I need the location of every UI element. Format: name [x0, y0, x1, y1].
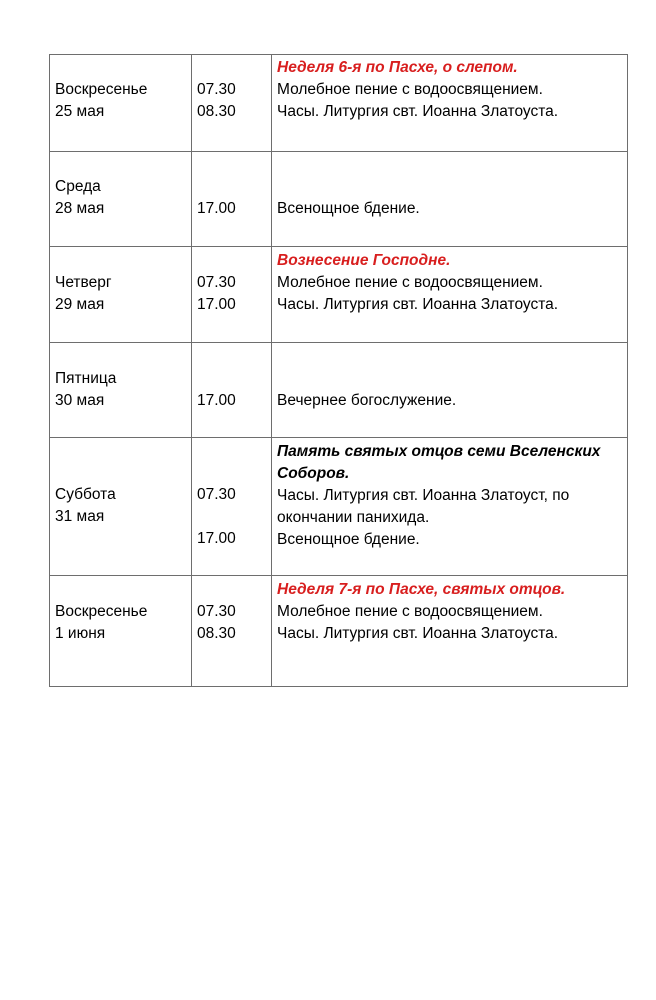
feast-title: Неделя 7-я по Пасхе, святых отцов.: [277, 581, 566, 598]
day-cell: [50, 152, 192, 247]
description-cell: [272, 438, 628, 576]
day-name: Воскресенье: [55, 81, 148, 98]
day-cell: [50, 343, 192, 438]
time-cell: [192, 343, 272, 438]
description-cell: [272, 55, 628, 152]
day-date: 1 июня: [55, 625, 106, 642]
service-time: 17.00: [197, 200, 236, 217]
service-description: Молебное пение с водоосвящением.: [277, 81, 543, 98]
schedule-row: [50, 247, 628, 343]
service-description: Часы. Литургия свт. Иоанна Златоуста.: [277, 296, 559, 313]
service-time: 07.30: [197, 274, 236, 291]
service-description: окончании панихида.: [277, 509, 430, 526]
day-name: Четверг: [55, 274, 112, 291]
service-description: Молебное пение с водоосвящением.: [277, 274, 543, 291]
description-cell: [272, 343, 628, 438]
day-cell: [50, 576, 192, 687]
service-time: 07.30: [197, 486, 236, 503]
day-date: 25 мая: [55, 103, 105, 120]
service-time: 07.30: [197, 81, 236, 98]
schedule-row: [50, 343, 628, 438]
schedule-row: [50, 576, 628, 687]
day-name: Воскресенье: [55, 603, 148, 620]
schedule-table: [49, 54, 628, 687]
service-description: Всенощное бдение.: [277, 200, 420, 217]
time-cell: [192, 152, 272, 247]
service-description: Часы. Литургия свт. Иоанна Златоуста.: [277, 625, 559, 642]
feast-title: Неделя 6-я по Пасхе, о слепом.: [277, 59, 518, 76]
schedule-row: [50, 55, 628, 152]
feast-title: Память святых отцов семи Вселенских: [277, 443, 601, 460]
feast-title: Соборов.: [277, 465, 350, 482]
schedule-row: [50, 152, 628, 247]
service-description: Часы. Литургия свт. Иоанна Златоуста.: [277, 103, 559, 120]
day-name: Пятница: [55, 370, 117, 387]
day-date: 31 мая: [55, 508, 105, 525]
time-cell: [192, 576, 272, 687]
service-time: 17.00: [197, 296, 236, 313]
day-cell: [50, 55, 192, 152]
day-name: Суббота: [55, 486, 116, 503]
time-cell: [192, 438, 272, 576]
service-description: Молебное пение с водоосвящением.: [277, 603, 543, 620]
service-time: 17.00: [197, 530, 236, 547]
day-cell: [50, 247, 192, 343]
service-description: Часы. Литургия свт. Иоанна Златоуст, по: [277, 487, 570, 504]
description-cell: [272, 247, 628, 343]
service-description: Всенощное бдение.: [277, 531, 420, 548]
service-time: 08.30: [197, 625, 236, 642]
time-cell: [192, 55, 272, 152]
service-time: 08.30: [197, 103, 236, 120]
service-time: 07.30: [197, 603, 236, 620]
day-date: 30 мая: [55, 392, 105, 409]
day-cell: [50, 438, 192, 576]
service-description: Вечернее богослужение.: [277, 392, 457, 409]
day-date: 28 мая: [55, 200, 105, 217]
day-date: 29 мая: [55, 296, 105, 313]
description-cell: [272, 576, 628, 687]
time-cell: [192, 247, 272, 343]
day-name: Среда: [55, 178, 101, 195]
feast-title: Вознесение Господне.: [277, 252, 451, 269]
schedule-row: [50, 438, 628, 576]
service-time: 17.00: [197, 392, 236, 409]
description-cell: [272, 152, 628, 247]
